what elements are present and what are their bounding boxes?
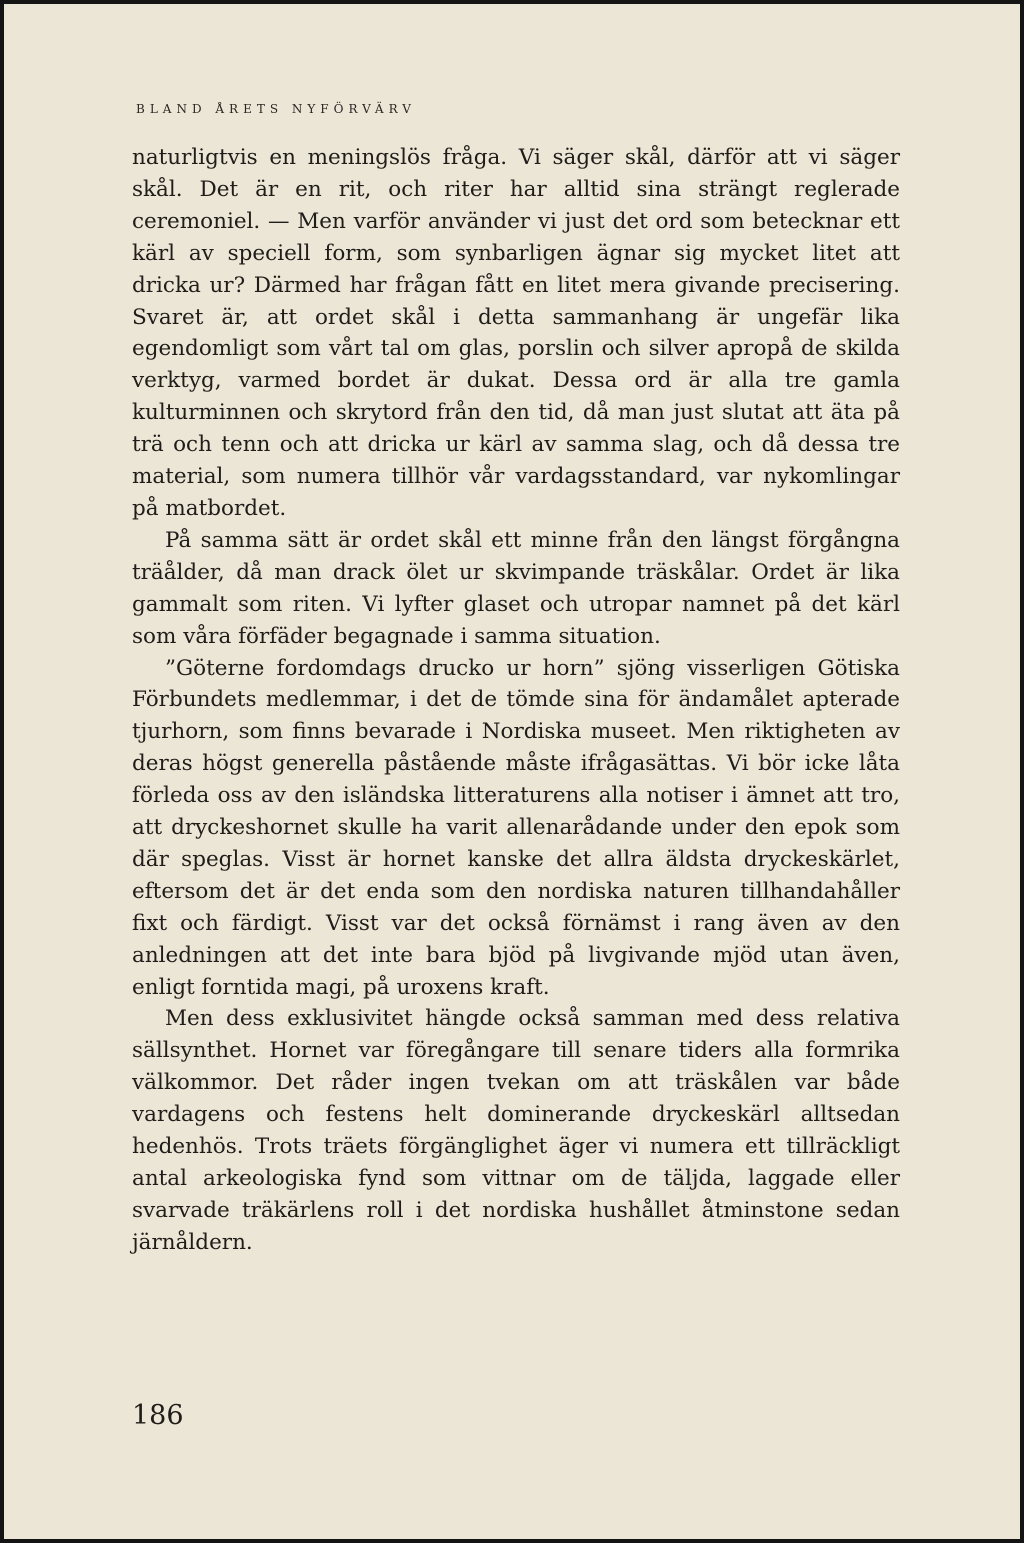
- paragraph-4: Men dess exklusivitet hängde också samman med dess relativa sällsynthet. Hornet var föregångare till senare tiders alla formrika välkommor. Det råder ingen tvekan om att träskålen var både vardagens och festens helt dominerande dryckeskärl alltsedan hedenhös. Trots träets förgänglighet äger vi numera ett tillräckligt antal arkeologiska fynd som vittnar om de täljda, laggade eller svarvade träkärlens roll i det nordiska hushållet åtminstone sedan järnåldern.: [132, 1006, 900, 1255]
- page-number: 186: [132, 1400, 184, 1431]
- running-head: BLAND ÅRETS NYFÖRVÄRV: [136, 102, 416, 116]
- book-page: [4, 4, 1020, 1539]
- paragraph-2: På samma sätt är ordet skål ett minne från den längst förgångna träålder, då man drack ölet ur skvimpande träskålar. Ordet är lika gammalt som riten. Vi lyfter glaset och utropar namnet på det kärl som våra förfäder begagnade i samma situation.: [132, 527, 900, 649]
- body-text: [132, 142, 900, 1259]
- paragraph-3: ”Göterne fordomdags drucko ur horn” sjöng visserligen Götiska Förbundets medlemmar, i det de tömde sina för ändamålet apterade tjurhorn, som finns bevarade i Nordiska museet. Men riktigheten av deras högst generella påstående måste ifrågasättas. Vi bör icke låta förleda oss av den isländska litteraturens alla notiser i ämnet att tro, att dryckeshornet skulle ha varit allenarådande under den epok som där speglas. Visst är hornet kanske det allra äldsta dryckeskärlet, eftersom det är det enda som den nordiska naturen tillhandahåller fixt och färdigt. Visst var det också förnämst i rang även av den anledningen att det inte bara bjöd på livgivande mjöd utan även, enligt forntida magi, på uroxens kraft.: [132, 655, 900, 1000]
- paragraph-1: naturligtvis en meningslös fråga. Vi säger skål, därför att vi säger skål. Det är en rit, och riter har alltid sina strängt reglerade ceremoniel. — Men varför använder vi just det ord som betecknar ett kärl av speciell form, som synbarligen ägnar sig mycket litet att dricka ur? Därmed har frågan fått en litet mera givande precisering. Svaret är, att ordet skål i detta sammanhang är ungefär lika egendomligt som vårt tal om glas, porslin och silver apropå de skilda verktyg, varmed bordet är dukat. Dessa ord är alla tre gamla kulturminnen och skrytord från den tid, då man just slutat att äta på trä och tenn och att dricka ur kärl av samma slag, och då dessa tre material, som numera tillhör vår vardagsstandard, var nykomlingar på matbordet.: [132, 145, 900, 521]
